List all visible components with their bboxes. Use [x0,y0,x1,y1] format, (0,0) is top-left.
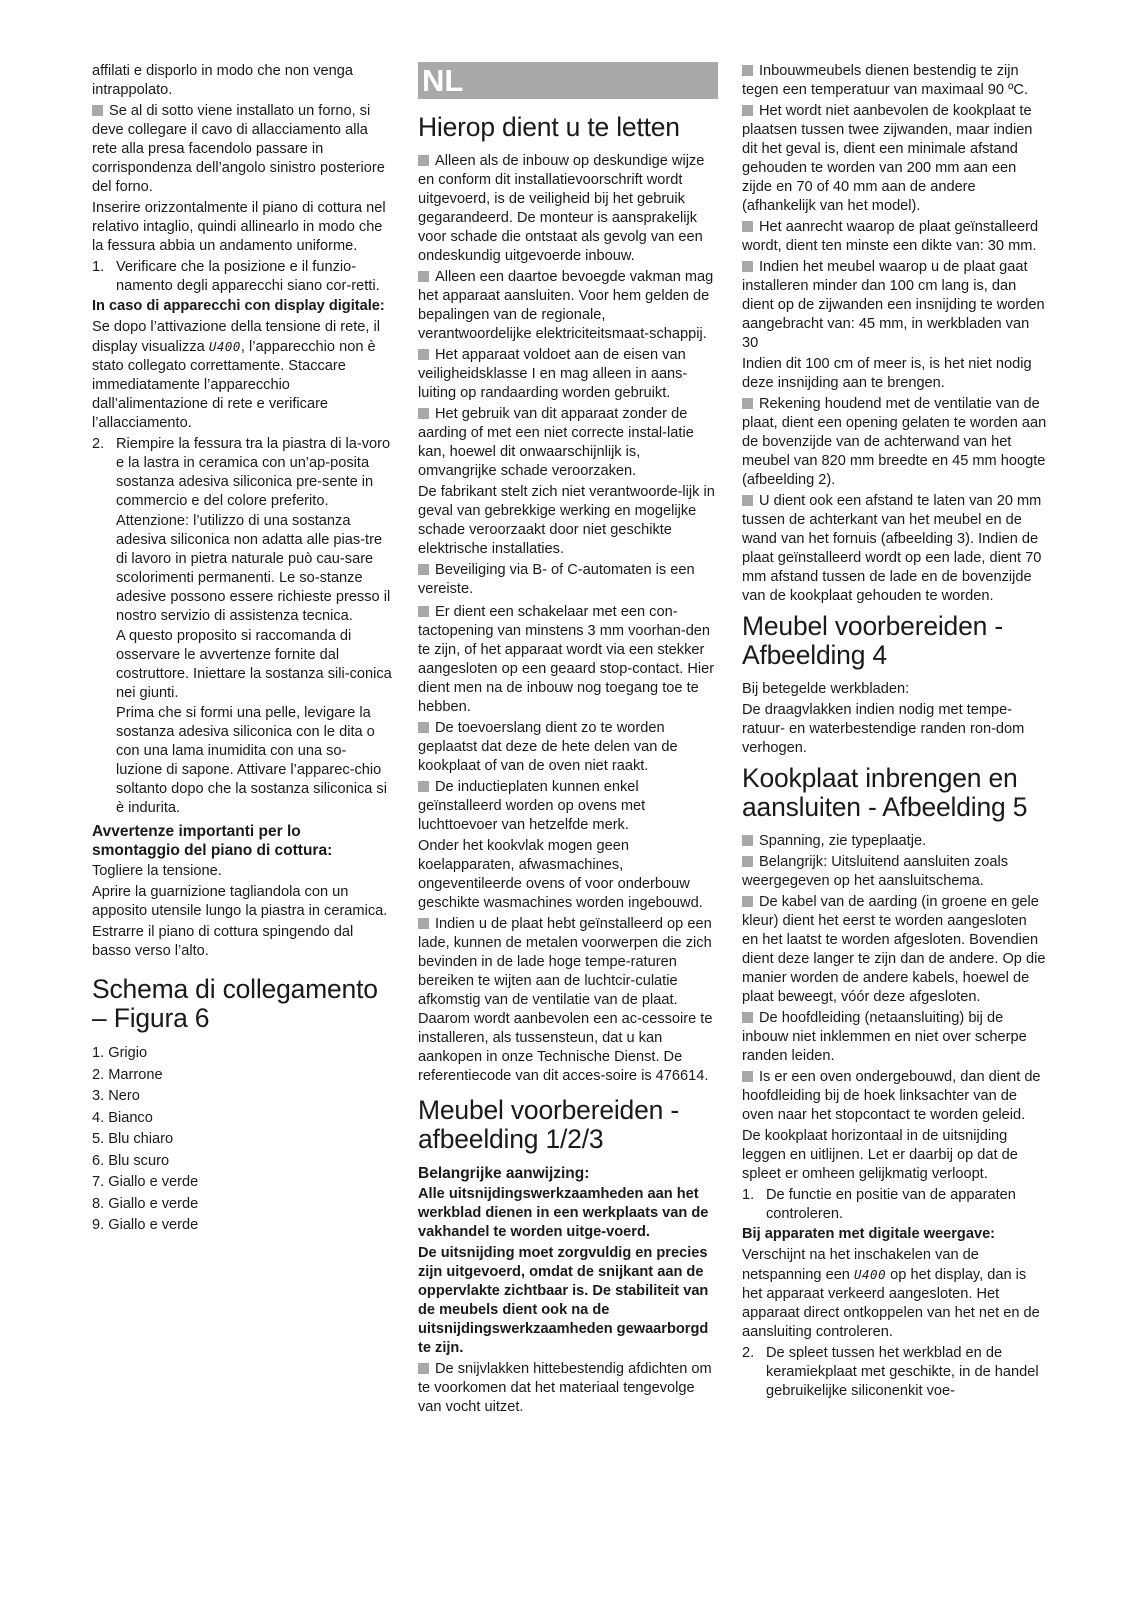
color-list-item: 9. Giallo e verde [92,1217,199,1233]
bullet-square-icon [742,261,753,272]
heading-furniture-prep-4: Meubel voorbereiden - Afbeelding 4 [742,611,1003,670]
color-list-item: 6. Blu scuro [92,1152,170,1169]
bullet-square-icon [418,606,429,617]
bullet-paragraph: Het wordt niet aanbevolen de kookplaat te plaatsen tussen twee zijwanden, maar indien dit het geval is, dient een minimale afstand gehouden te worden van 200 mm aan een zijde en 70 of 40 mm aan de andere (afhankelijk van het model). [742,103,1033,214]
subheading-important: Belangrijke aanwijzing: [418,1165,590,1182]
display-code: U400 [208,339,241,354]
bullet-paragraph: U dient ook een afstand te laten van 20 mm tussen de achterkant van het meubel en de wand van het fornuis (afbeelding 3). Indien de plaat geïnstalleerd wordt op een lade, dient 70 mm afstand tussen de lade en de bovenzijde van de kookplaat gehouden te worden. [742,493,1042,604]
color-list-item: 5. Blu chiaro [92,1131,174,1147]
paragraph: De kookplaat horizontaal in de uitsnijding leggen en uitlijnen. Let er daarbij op dat de spleet er omheen gelijkmatig verloopt. [742,1128,1018,1182]
column-italian [92,62,392,1237]
color-list-item: 2. Marrone [92,1066,163,1083]
bullet-paragraph: Het aanrecht waarop de plaat geïnstalleerd wordt, dient ten minste een dikte van: 30 mm. [742,219,1039,254]
list-item: 2. Riempire la fessura tra la piastra di la-voro e la lastra in ceramica con un’ap-posita sostanza adesiva siliconica pre-sente in commercio e del colore preferito. [92,436,391,509]
list-item: 1. De functie en positie van de apparaten controleren. [742,1187,1016,1222]
bullet-square-icon [742,896,753,907]
paragraph: Indien dit 100 cm of meer is, is het niet nodig deze insnijding aan te brengen. [742,356,1032,391]
bullet-square-icon [418,722,429,733]
language-code: NL [422,63,464,98]
bullet-square-icon [742,1012,753,1023]
paragraph: Onder het kookvlak mogen geen koelapparaten, afwasmachines, ongeventileerde ovens of voor onderbouw geschikte wasmachines worden ingebouwd. [418,838,703,911]
bullet-paragraph: Beveiliging via B- of C-automaten is een vereiste. [418,562,695,597]
bullet-square-icon [418,155,429,166]
paragraph: De draagvlakken indien nodig met tempe-ratuur- en waterbestendige randen ron-dom verhogen. [742,702,1025,756]
bullet-paragraph: Er dient een schakelaar met een con-tactopening van minstens 3 mm voorhan-den te zijn, of het apparaat wordt via een stekker aangesloten op een geaard stop-contact. Hier dient men na de inbouw nog toegang toe te hebben. [418,604,715,715]
color-list [92,1043,392,1237]
column-dutch-2 [742,62,1047,1402]
bullet-square-icon [742,856,753,867]
bullet-square-icon [418,408,429,419]
bullet-paragraph: Indien het meubel waarop u de plaat gaat installeren minder dan 100 cm lang is, dan dient op de zijwanden een insnijding te worden aangebracht van: 45 mm, in werkbladen van 30 [742,259,1045,351]
list-item-note: A questo proposito si raccomanda di osservare le avvertenze fornite dal costruttore. Iniettare la sostanza sili-conica nei giunti. [116,628,392,701]
display-code: U400 [854,1267,887,1282]
bullet-paragraph: Inbouwmeubels dienen bestendig te zijn tegen een temperatuur van maximaal 90 ºC. [742,63,1029,98]
color-list-item: 4. Bianco [92,1109,153,1126]
paragraph: Bij betegelde werkbladen: [742,681,910,697]
heading-furniture-prep: Meubel voorbereiden - afbeelding 1/2/3 [418,1095,679,1154]
bullet-square-icon [418,1363,429,1374]
bullet-paragraph: De inductieplaten kunnen enkel geïnstalleerd worden op ovens met luchttoevoer van hetzelfde merk. [418,779,646,833]
bold-paragraph: De uitsnijding moet zorgvuldig en precies zijn uitgevoerd, omdat de snijkant aan de oppervlakte zichtbaar is. De stabiliteit van de meubels dient ook na de uitsnijdingswerkzaamheden gewaarborgd te zijn. [418,1245,709,1356]
bullet-paragraph: De snijvlakken hittebestendig afdichten om te voorkomen dat het materiaal tengevolge van vocht uitzet. [418,1361,712,1415]
bullet-square-icon [418,271,429,282]
paragraph: De fabrikant stelt zich niet verantwoorde-lijk in geval van gebrekkige werking en mogelijke schade veroorzaakt door niet geschikte elektrische installaties. [418,484,715,557]
bullet-square-icon [742,65,753,76]
subheading-digital-display: Bij apparaten met digitale weergave: [742,1226,996,1242]
paragraph: Verschijnt na het inschakelen van de netspanning een U400 op het display, dan is het apparaat verkeerd aangesloten. Het apparaat direct ontkoppelen van het net en de aansluiting controleren. [742,1247,1040,1340]
heading-warnings: Avvertenze importanti per lo smontaggio del piano di cottura: [92,823,333,859]
paragraph: Aprire la guarnizione tagliandola con un apposito utensile lungo la piastra in ceramica. [92,884,388,919]
paragraph: Togliere la tensione. [92,863,222,879]
bullet-paragraph: Spanning, zie typeplaatje. [742,832,1047,851]
color-list-item: 3. Nero [92,1088,140,1104]
bullet-paragraph: Indien u de plaat hebt geïnstalleerd op een lade, kunnen de metalen voorwerpen die zich bevinden in de lade hoge tempe-raturen bereiken te wijten aan de luchtcir-culatie afkomstig van de ventilatie van de plaat. Daarom wordt aanbevolen een ac-cessoire te installeren, als tussensteun, dat u kan aankopen in onze Technische Dienst. De referentiecode van dit acces-soire is 476614. [418,916,713,1084]
bullet-square-icon [418,918,429,929]
list-item: 1. Verificare che la posizione e il funzio-namento degli apparecchi siano cor-retti. [92,259,380,294]
heading-install-connect: Kookplaat inbrengen en aansluiten - Afbeelding 5 [742,763,1028,822]
bullet-paragraph: Belangrijk: Uitsluitend aansluiten zoals weergegeven op het aansluitschema. [742,854,1009,889]
paragraph: Se dopo l’attivazione della tensione di rete, il display visualizza U400, l’apparecchio non è stato collegato correttamente. Staccare immediatamente l’apparecchio dall’alimentazione di rete e verificare l’allacciamento. [92,319,381,431]
bullet-paragraph: Het gebruik van dit apparaat zonder de aarding of met een niet correcte instal-latie kan, hoewel dit onwaarschijnlijk is, omvangrijke schade veroorzaken. [418,406,694,479]
bullet-paragraph: De hoofdleiding (netaansluiting) bij de inbouw niet inklemmen en niet over scherpe randen leiden. [742,1010,1027,1064]
bullet-paragraph: Is er een oven ondergebouwd, dan dient de hoofdleiding bij de hoek linksachter van de oven naar het stopcontact te worden geleid. [742,1069,1041,1123]
bullet-square-icon [742,835,753,846]
bullet-paragraph: Se al di sotto viene installato un forno, si deve collegare il cavo di allacciamento alla rete alla presa facendolo passare in corrispondenza dell’angolo sinistro posteriore del forno. [92,103,385,195]
bullet-paragraph: De kabel van de aarding (in groene en gele kleur) dient het eerst te worden aangesloten en het laatst te worden afgesloten. Bovendien dient deze langer te zijn dan de andere. Op die manier worden de andere kabels, hoewel de plaat beweegt, vóór deze afgesloten. [742,894,1046,1005]
paragraph: affilati e disporlo in modo che non venga intrappolato. [92,63,353,98]
color-list-item: 7. Giallo e verde [92,1174,199,1190]
list-item-note: Attenzione: l’utilizzo di una sostanza adesiva siliconica non adatta alle pias-tre di lavoro in pietra naturale può cau-sare scolorimenti permanenti. Le so-stanze adesive possono essere richieste presso il nostro servizio di assistenza tecnica. [116,513,391,624]
column-dutch-1 [418,62,718,1419]
bullet-paragraph: Alleen als de inbouw op deskundige wijze en conform dit installatievoorschrift wordt uitgevoerd, is de veiligheid bij het gebruik gegarandeerd. De monteur is aansprakelijk voor schade die ontstaat als gevolg van een ondeskundig uitgevoerde inbouw. [418,153,705,264]
bold-paragraph: Alle uitsnijdingswerkzaamheden aan het werkblad dienen in een werkplaats van de vakhandel te worden uitge-voerd. [418,1186,709,1240]
bullet-square-icon [418,349,429,360]
bullet-square-icon [418,781,429,792]
bullet-square-icon [92,105,103,116]
bullet-square-icon [742,221,753,232]
color-list-item: 1. Grigio [92,1045,148,1061]
language-bar [418,62,718,99]
bullet-paragraph: De toevoerslang dient zo te worden geplaatst dat deze de hete delen van de kookplaat of van de oven niet raakt. [418,720,678,774]
bullet-paragraph: Rekening houdend met de ventilatie van de plaat, dient een opening gelaten te worden aan de bovenzijde van de achterwand van het meubel van 820 mm breedte en 45 mm hoogte (afbeelding 2). [742,396,1047,488]
subheading-digital-display: In caso di apparecchi con display digitale: [92,298,385,314]
bullet-paragraph: Alleen een daartoe bevoegde vakman mag het apparaat aansluiten. Voor hem gelden de bepalingen van de regionale, verantwoordelijke elektriciteitsmaat-schappij. [418,269,714,342]
color-list-item: 8. Giallo e verde [92,1195,199,1212]
list-item-note: Prima che si formi una pelle, levigare la sostanza adesiva siliconica con le dita o con una lama inumidita con una so-luzione di sapone. Attivare l’apparec-chio soltanto dopo che la sostanza siliconica si è indurita. [116,705,387,816]
bullet-square-icon [742,398,753,409]
bullet-square-icon [742,105,753,116]
bullet-square-icon [742,1071,753,1082]
bullet-square-icon [742,495,753,506]
bullet-square-icon [418,564,429,575]
list-item: 2. De spleet tussen het werkblad en de keramiekplaat met geschikte, in de handel gebruikelijke siliconenkit voe- [742,1345,1039,1399]
heading-attention: Hierop dient u te letten [418,112,680,142]
paragraph: Estrarre il piano di cottura spingendo dal basso verso l’alto. [92,924,354,959]
heading-schema: Schema di collegamento – Figura 6 [92,974,378,1033]
bullet-paragraph: Het apparaat voldoet aan de eisen van veiligheidsklasse I en mag alleen in aans-luiting op randaarding worden gebruikt. [418,347,688,401]
paragraph: Inserire orizzontalmente il piano di cottura nel relativo intaglio, quindi allinearlo in modo che la fessura abbia un andamento uniforme. [92,200,386,254]
